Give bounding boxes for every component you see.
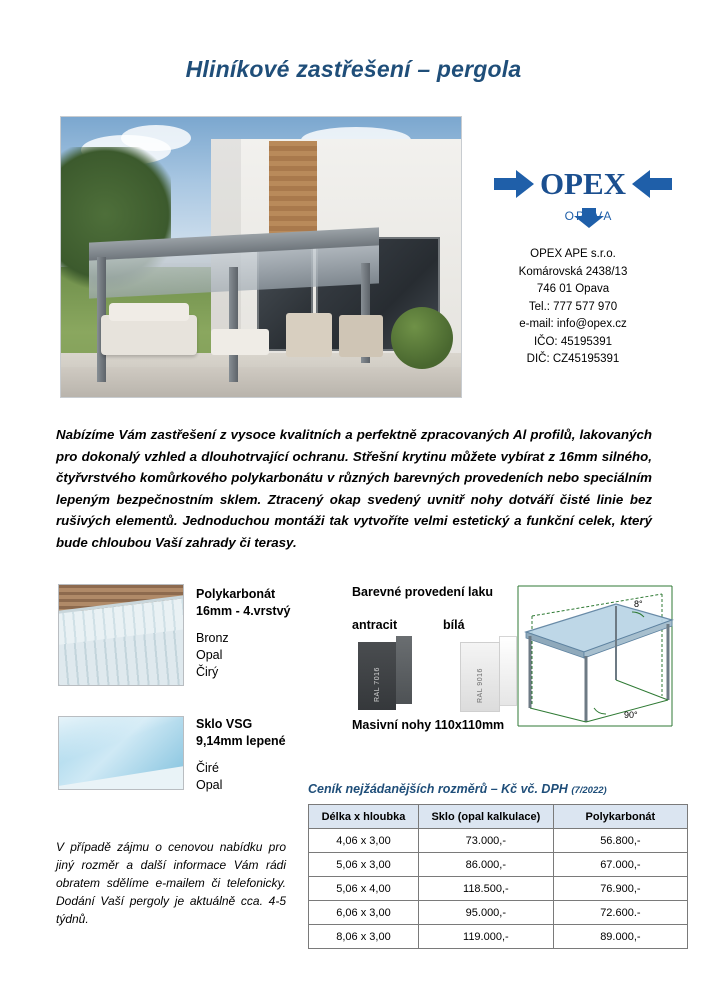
photo-bush: [391, 307, 453, 369]
intro-paragraph: Nabízíme Vám zastřešení z vysoce kvalitních a perfektně zpracovaných Al profilů, lakovaných pro dokonalý vzhled a dlouhotrvající ochranu. Střešní krytinu můžete vybírat z 16mm silného, čtyřvrstvého komůrkového polykarbonátu v různých barevných provedeních nebo speciálním lepeným bezpečnostním sklem. Ztracený okap svedený uvnitř nohy dotváří čisté linie bez rušivých elementů. Jednoduchou montáži tak vytvoříte velmi estetický a funkční celek, který bude chloubou Vaší zahrady či terasy.: [56, 427, 652, 550]
photo-ground: [61, 367, 461, 397]
cell-glass-price: 95.000,-: [418, 901, 553, 925]
table-col-glass: Sklo (opal kalkulace): [418, 805, 553, 829]
angle-bottom-label: 90°: [624, 710, 638, 720]
cell-poly-price: 56.800,-: [553, 829, 687, 853]
table-row: [309, 901, 688, 925]
technical-drawing: [512, 576, 680, 736]
cell-glass-price: 119.000,-: [418, 925, 553, 949]
swatch-side: [396, 636, 412, 704]
polycarbonate-option: Opal: [196, 648, 223, 662]
ral-code-anthracite: RAL 7016: [374, 667, 381, 702]
glass-option: Opal: [196, 778, 223, 792]
pricing-title-date: (7/2022): [571, 785, 607, 796]
table-row: [309, 877, 688, 901]
opex-logo-icon: [490, 160, 676, 230]
paint-white-label: bílá: [443, 618, 465, 632]
page-title: Hliníkové zastřešení – pergola: [185, 56, 522, 82]
polycarbonate-option: Bronz: [196, 631, 229, 645]
table-row: [309, 829, 688, 853]
polycarbonate-title-line1: Polykarbonát: [196, 587, 276, 601]
company-phone: Tel.: 777 577 970: [528, 300, 618, 313]
cell-poly-price: 76.900,-: [553, 877, 687, 901]
cell-size: 6,06 x 3,00: [309, 901, 419, 925]
photo-sofa: [101, 315, 197, 355]
logo-brand-text: OPEX: [539, 166, 627, 201]
glass-title: [196, 716, 346, 750]
photo-wood-cladding: [269, 141, 317, 237]
company-contact-block: [466, 246, 680, 369]
cell-size: 8,06 x 3,00: [309, 925, 419, 949]
photo-chair: [286, 313, 332, 357]
glass-title-line2: 9,14mm lepené: [196, 734, 286, 748]
glass-title-line1: Sklo VSG: [196, 717, 253, 731]
pricing-title: [308, 782, 607, 796]
cell-glass-price: 86.000,-: [418, 853, 553, 877]
cell-size: 5,06 x 4,00: [309, 877, 419, 901]
photo-pergola-post: [229, 267, 238, 382]
footer-note: V případě zájmu o cenovou nabídku pro jiný rozměr a další informace Vám rádi obratem sdělíme e-mailem či telefonicky. Dodání Vaší pergoly je aktuálně cca. 4-5 týdnů.: [56, 840, 286, 926]
angle-top-label: 8°: [634, 599, 643, 609]
polycarbonate-option: Čirý: [196, 665, 219, 679]
company-dic: DIČ: CZ45195391: [526, 353, 620, 365]
company-street: Komárovská 2438/13: [518, 265, 628, 278]
table-row: [309, 853, 688, 877]
cell-glass-price: 73.000,-: [418, 829, 553, 853]
table-col-size: Délka x hloubka: [309, 805, 419, 829]
paint-anthracite-label: antracit: [352, 618, 398, 632]
table-col-polycarbonate: Polykarbonát: [553, 805, 687, 829]
paint-swatch-white: [460, 636, 514, 710]
company-name: OPEX APE s.r.o.: [530, 248, 616, 260]
pricing-title-text: Ceník nejžádanějších rozměrů – Kč vč. DPH: [308, 782, 568, 796]
company-city: 746 01 Opava: [536, 283, 610, 295]
cell-glass-price: 118.500,-: [418, 877, 553, 901]
ral-code-white: RAL 9016: [477, 668, 484, 703]
cell-poly-price: 89.000,-: [553, 925, 687, 949]
polycarbonate-sample-photo: [58, 584, 184, 686]
swatch-face: [358, 642, 396, 710]
polycarbonate-title: [196, 586, 336, 620]
company-logo: [490, 160, 676, 230]
photo-table: [211, 329, 269, 355]
glass-option: Čiré: [196, 761, 219, 775]
cell-size: 4,06 x 3,00: [309, 829, 419, 853]
photo-chair: [339, 315, 383, 357]
cell-poly-price: 72.600.-: [553, 901, 687, 925]
pricing-table: [308, 804, 688, 949]
table-header-row: [309, 805, 688, 829]
pergola-photo: [60, 116, 462, 398]
cell-size: 5,06 x 3,00: [309, 853, 419, 877]
swatch-face: [460, 642, 500, 712]
paint-title-line1: Barevné provedení laku: [352, 585, 494, 599]
legs-note: Masivní nohy 110x110mm: [352, 718, 505, 732]
company-email: e-mail: info@opex.cz: [519, 318, 627, 330]
cell-poly-price: 67.000,-: [553, 853, 687, 877]
paint-swatch-anthracite: [358, 636, 412, 710]
pergola-drawing-icon: [512, 576, 680, 736]
table-row: [309, 925, 688, 949]
glass-sample-photo: [58, 716, 184, 790]
logo-city-text: OPAVA: [564, 209, 614, 223]
polycarbonate-options: [196, 630, 336, 681]
company-ico: IČO: 45195391: [533, 335, 612, 348]
photo-sofa-cushion: [109, 303, 189, 321]
polycarbonate-title-line2: 16mm - 4.vrstvý: [196, 604, 291, 618]
